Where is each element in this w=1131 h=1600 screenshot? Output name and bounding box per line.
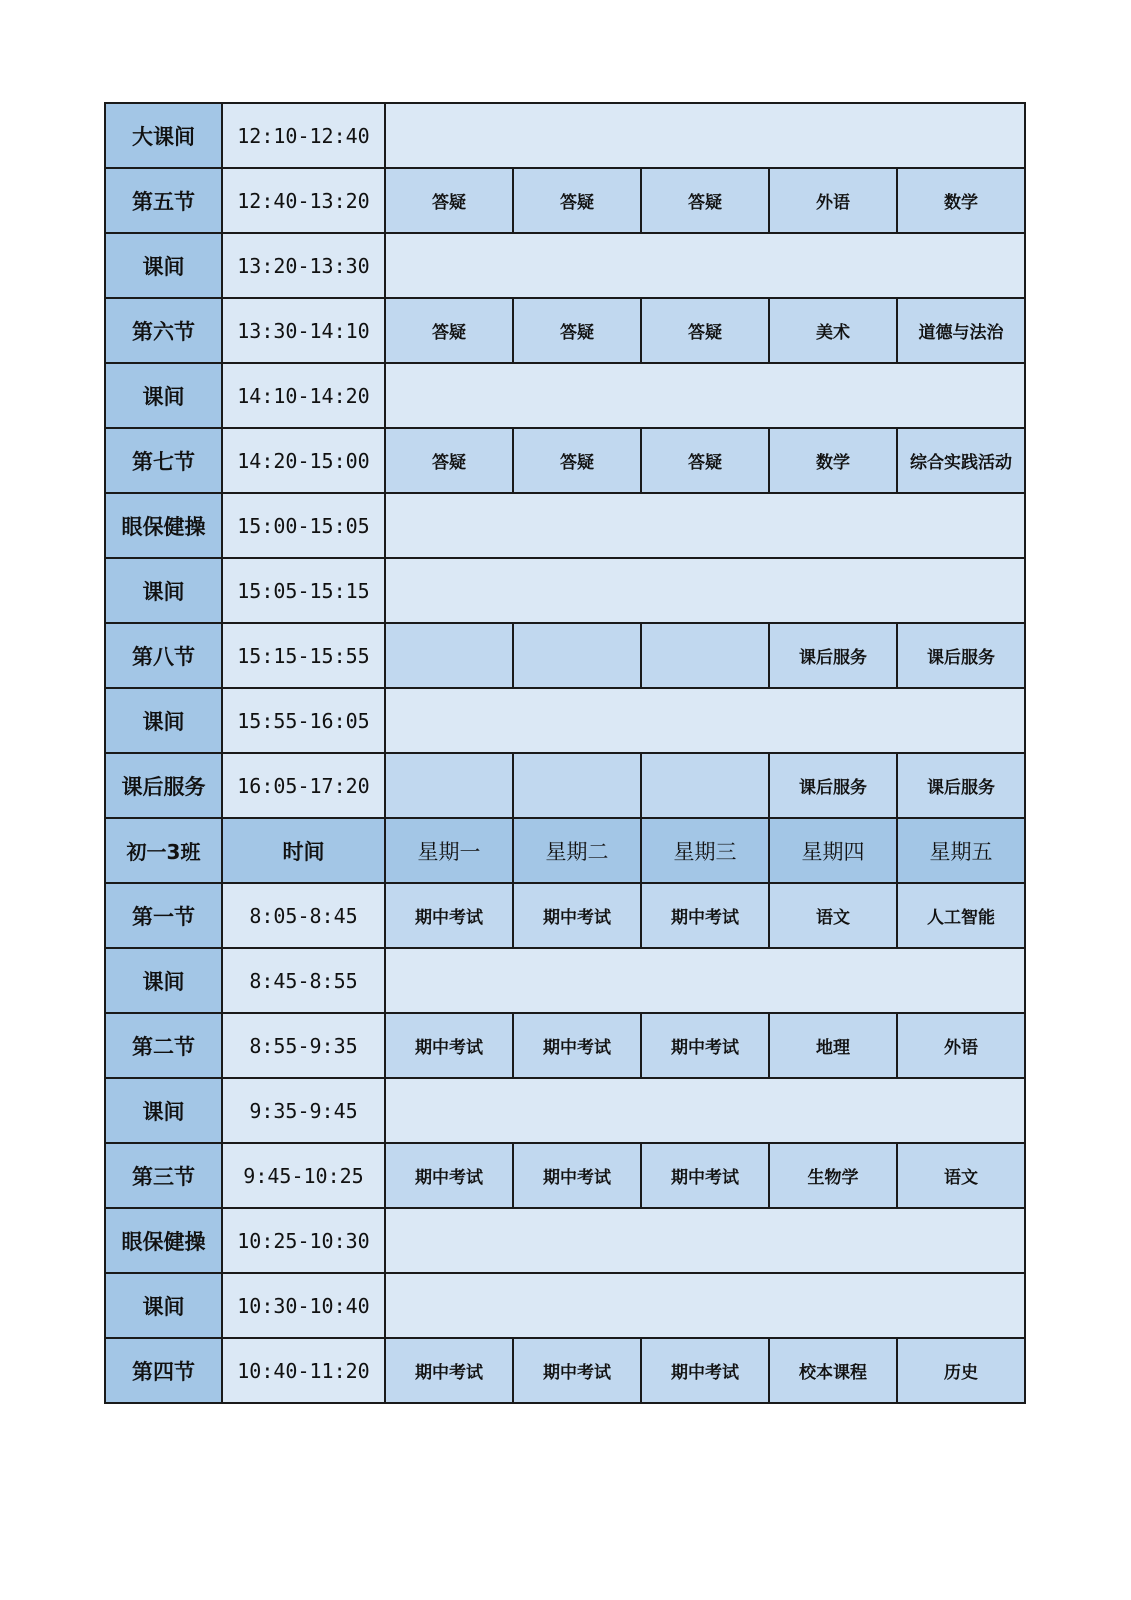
period-label: 眼保健操 xyxy=(105,493,222,558)
course-cell: 答疑 xyxy=(385,428,513,493)
header-row xyxy=(105,818,1025,883)
period-label: 课间 xyxy=(105,688,222,753)
break-span-cell xyxy=(385,688,1025,753)
period-row xyxy=(105,428,1025,493)
period-label: 第六节 xyxy=(105,298,222,363)
course-cell: 答疑 xyxy=(641,298,769,363)
course-cell: 综合实践活动 xyxy=(897,428,1025,493)
course-cell: 期中考试 xyxy=(385,1338,513,1403)
time-range: 13:30-14:10 xyxy=(222,298,385,363)
course-cell: 期中考试 xyxy=(385,883,513,948)
time-range: 15:55-16:05 xyxy=(222,688,385,753)
course-cell: 语文 xyxy=(769,883,897,948)
course-cell: 期中考试 xyxy=(641,1013,769,1078)
course-cell: 课后服务 xyxy=(897,753,1025,818)
period-row xyxy=(105,168,1025,233)
period-label: 第一节 xyxy=(105,883,222,948)
break-span-cell xyxy=(385,1208,1025,1273)
period-label: 大课间 xyxy=(105,103,222,168)
time-range: 8:05-8:45 xyxy=(222,883,385,948)
time-range: 8:45-8:55 xyxy=(222,948,385,1013)
period-row xyxy=(105,298,1025,363)
period-row xyxy=(105,753,1025,818)
course-cell: 道德与法治 xyxy=(897,298,1025,363)
weekday-header: 星期五 xyxy=(897,818,1025,883)
course-cell xyxy=(641,753,769,818)
time-range: 15:00-15:05 xyxy=(222,493,385,558)
course-cell: 人工智能 xyxy=(897,883,1025,948)
course-cell: 期中考试 xyxy=(513,1338,641,1403)
course-cell: 数学 xyxy=(897,168,1025,233)
period-label: 第五节 xyxy=(105,168,222,233)
weekday-header: 星期三 xyxy=(641,818,769,883)
break-row xyxy=(105,558,1025,623)
course-cell: 课后服务 xyxy=(769,753,897,818)
period-label: 第八节 xyxy=(105,623,222,688)
period-row xyxy=(105,883,1025,948)
time-range: 9:45-10:25 xyxy=(222,1143,385,1208)
break-row xyxy=(105,493,1025,558)
time-range: 14:10-14:20 xyxy=(222,363,385,428)
course-cell: 课后服务 xyxy=(897,623,1025,688)
period-label: 第七节 xyxy=(105,428,222,493)
weekday-header: 星期一 xyxy=(385,818,513,883)
course-cell: 期中考试 xyxy=(385,1143,513,1208)
period-label: 课间 xyxy=(105,233,222,298)
break-row xyxy=(105,1273,1025,1338)
course-cell: 答疑 xyxy=(513,298,641,363)
weekday-header: 星期四 xyxy=(769,818,897,883)
break-span-cell xyxy=(385,363,1025,428)
course-cell: 答疑 xyxy=(641,168,769,233)
time-range: 13:20-13:30 xyxy=(222,233,385,298)
time-range: 14:20-15:00 xyxy=(222,428,385,493)
course-cell: 美术 xyxy=(769,298,897,363)
course-cell: 答疑 xyxy=(641,428,769,493)
period-row xyxy=(105,1143,1025,1208)
course-cell: 课后服务 xyxy=(769,623,897,688)
break-row xyxy=(105,688,1025,753)
period-label: 眼保健操 xyxy=(105,1208,222,1273)
course-cell: 期中考试 xyxy=(641,1338,769,1403)
break-row xyxy=(105,103,1025,168)
time-range: 12:10-12:40 xyxy=(222,103,385,168)
period-label: 第三节 xyxy=(105,1143,222,1208)
period-label: 课间 xyxy=(105,1273,222,1338)
time-range: 12:40-13:20 xyxy=(222,168,385,233)
break-span-cell xyxy=(385,493,1025,558)
time-range: 10:25-10:30 xyxy=(222,1208,385,1273)
period-row xyxy=(105,1338,1025,1403)
time-range: 15:05-15:15 xyxy=(222,558,385,623)
break-span-cell xyxy=(385,1078,1025,1143)
time-range: 16:05-17:20 xyxy=(222,753,385,818)
course-cell xyxy=(513,623,641,688)
period-label: 课间 xyxy=(105,948,222,1013)
break-row xyxy=(105,1078,1025,1143)
course-cell: 校本课程 xyxy=(769,1338,897,1403)
course-cell: 答疑 xyxy=(513,168,641,233)
course-cell: 外语 xyxy=(897,1013,1025,1078)
break-span-cell xyxy=(385,948,1025,1013)
course-cell xyxy=(641,623,769,688)
period-label: 第四节 xyxy=(105,1338,222,1403)
course-cell: 期中考试 xyxy=(513,883,641,948)
course-cell: 期中考试 xyxy=(641,1143,769,1208)
break-span-cell xyxy=(385,558,1025,623)
break-span-cell xyxy=(385,1273,1025,1338)
time-range: 8:55-9:35 xyxy=(222,1013,385,1078)
course-cell xyxy=(513,753,641,818)
course-cell: 答疑 xyxy=(385,168,513,233)
class-timetable xyxy=(104,102,1026,1404)
time-range: 时间 xyxy=(222,818,385,883)
weekday-header: 星期二 xyxy=(513,818,641,883)
period-row xyxy=(105,1013,1025,1078)
break-row xyxy=(105,948,1025,1013)
course-cell: 数学 xyxy=(769,428,897,493)
course-cell: 历史 xyxy=(897,1338,1025,1403)
course-cell: 答疑 xyxy=(513,428,641,493)
course-cell xyxy=(385,753,513,818)
break-row xyxy=(105,363,1025,428)
time-range: 10:30-10:40 xyxy=(222,1273,385,1338)
course-cell: 期中考试 xyxy=(513,1143,641,1208)
course-cell: 语文 xyxy=(897,1143,1025,1208)
timetable-body xyxy=(105,103,1025,1403)
period-label: 课后服务 xyxy=(105,753,222,818)
period-label: 课间 xyxy=(105,1078,222,1143)
course-cell: 生物学 xyxy=(769,1143,897,1208)
course-cell: 期中考试 xyxy=(641,883,769,948)
period-label: 初一3班 xyxy=(105,818,222,883)
break-row xyxy=(105,1208,1025,1273)
course-cell: 期中考试 xyxy=(385,1013,513,1078)
break-row xyxy=(105,233,1025,298)
break-span-cell xyxy=(385,103,1025,168)
course-cell: 地理 xyxy=(769,1013,897,1078)
course-cell xyxy=(385,623,513,688)
course-cell: 答疑 xyxy=(385,298,513,363)
break-span-cell xyxy=(385,233,1025,298)
period-label: 第二节 xyxy=(105,1013,222,1078)
course-cell: 外语 xyxy=(769,168,897,233)
time-range: 10:40-11:20 xyxy=(222,1338,385,1403)
course-cell: 期中考试 xyxy=(513,1013,641,1078)
period-row xyxy=(105,623,1025,688)
period-label: 课间 xyxy=(105,558,222,623)
time-range: 15:15-15:55 xyxy=(222,623,385,688)
period-label: 课间 xyxy=(105,363,222,428)
time-range: 9:35-9:45 xyxy=(222,1078,385,1143)
